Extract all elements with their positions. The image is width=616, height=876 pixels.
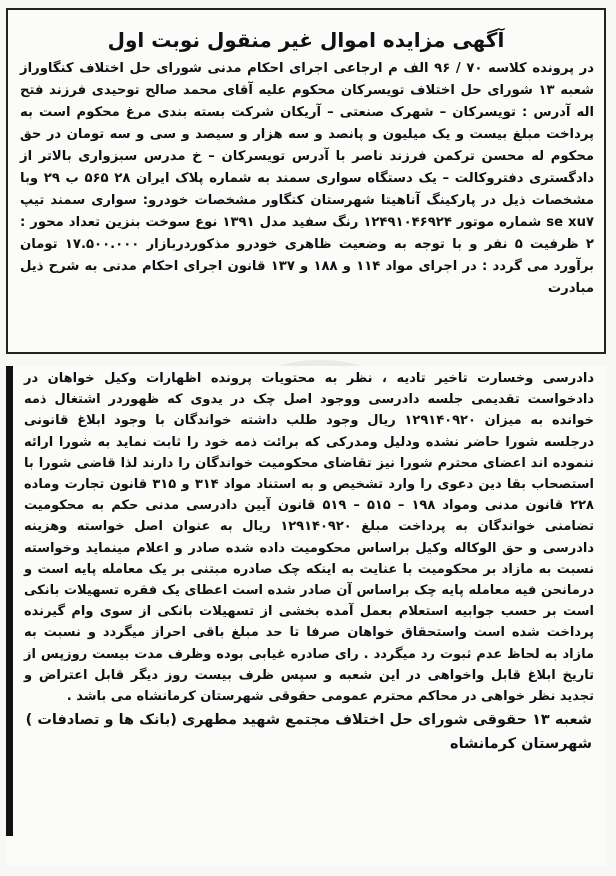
verdict-notice-box xyxy=(6,366,606,866)
verdict-side-bar xyxy=(6,366,13,836)
auction-notice-title: آگهی مزایده اموال غیر منقول نوبت اول xyxy=(107,28,505,52)
verdict-signature-court: شعبه ۱۳ حقوقی شورای حل اختلاف مجتمع شهید مطهری (بانک ها و تصادفات ) xyxy=(25,712,592,729)
verdict-signature-city: شهرستان کرمانشاه xyxy=(450,736,592,753)
verdict-notice-body: دادرسی وخسارت تاخیر تادیه ، نظر به محتویات پرونده اظهارات وکیل خواهان در دادخواست تقدیمی جلسه دادرسی ووجود اصل چک در یدوی که ظهوردر اشتغال ذمه خوانده به میزان ۱۲۹۱۴۰۹۲۰ ریال وجود طلب داشته خواندگان با وجود ابلاغ قانونی درجلسه شورا حاضر نشده ودلیل ومدرکی که برائت ذمه خود را ثابت نماید به شورا ارائه ننموده اند اعضای محترم شورا نیز تقاضای محکومیت خواندگان را دارند لذا قاضی شورا با استصحاب بقا دین دعوی را وارد تشخیص و به استناد مواد ۳۱۴ و ۳۱۵ قانون تجارت وماده ۲۲۸ قانون مدنی ومواد ۱۹۸ – ۵۱۵ – ۵۱۹ قانون آیین دادرسی مدنی حکم به محکومیت تضامنی خواندگان به پرداخت مبلغ ۱۲۹۱۴۰۹۲۰ ریال به عنوان اصل خواسته وهزینه دادرسی و حق الوکاله وکیل براساس محکومیت داده شده صادر و اعلام مینماید وخواسته نسبت به مازاد بر محکومیت با عنایت به اینکه چک صادره مبتنی بر یک معامله پایه است و درمانحن فیه معامله پایه چک براساس آن صادر شده است اعطای یک فقره تسهیلات بانکی است بر حسب جوابیه استعلام بعمل آمده بخشی از تسهیلات بانکی از سوی وام گیرنده پرداخت شده است واستحقاق خواهان صرفا تا حد مبلغ باقی احراز میگردد و نسبت به مازاد به لحاظ عدم ثبوت رد میگردد . رای صادره غیابی بوده وظرف مدت بیست روزپس از تاریخ ابلاغ قابل واخواهی در این شعبه و سپس ظرف بیست روز دیگر قابل اعتراض و تجدید نظر خواهی در محاکم محترم عمومی حقوقی شهرستان کرمانشاه می باشد . xyxy=(24,371,594,705)
auction-notice-box xyxy=(6,8,606,354)
auction-notice-body: در پرونده کلاسه ۷۰ / ۹۶ الف م ارجاعی اجرای احکام مدنی شورای حل اختلاف کنگاوراز شعبه ۱۳ شورای حل اختلاف تویسرکان محکوم علیه آقای محمد صالح توحیدی فرزند فتح اله آدرس : تویسرکان – شهرک صنعتی – آریکان شرکت بسته بندی مرغ محکوم است به پرداخت مبلغ بیست و یک میلیون و پانصد و سه هزار و سیصد و سی و سه تومان در حق محکوم له محسن ترکمن فرزند ناصر با آدرس تویسرکان – خ مدرس سبزواری بالاتر از دادگستری دفتروکالت – یک دستگاه سواری سمند به شماره پلاک ایران ۲۸ ۵۶۵ ب ۲۹ وبا مشخصات ذیل در پارکینگ آناهیتا شهرستان کنگاور مشخصات خودرو: سواری سمند تیپ se xu۷ شماره موتور ۱۲۴۹۱۰۴۶۹۲۴ رنگ سفید مدل ۱۳۹۱ نوع سوخت بنزین تعداد محور : ۲ ظرفیت ۵ نفر و با توجه به وضعیت ظاهری خودرو مذکوردربازار ۱۷.۵۰۰.۰۰۰ تومان برآورد می گردد : در اجرای مواد ۱۱۴ و ۱۸۸ و ۱۳۷ قانون اجرای احکام مدنی به شرح ذیل مبادرت xyxy=(20,61,595,296)
